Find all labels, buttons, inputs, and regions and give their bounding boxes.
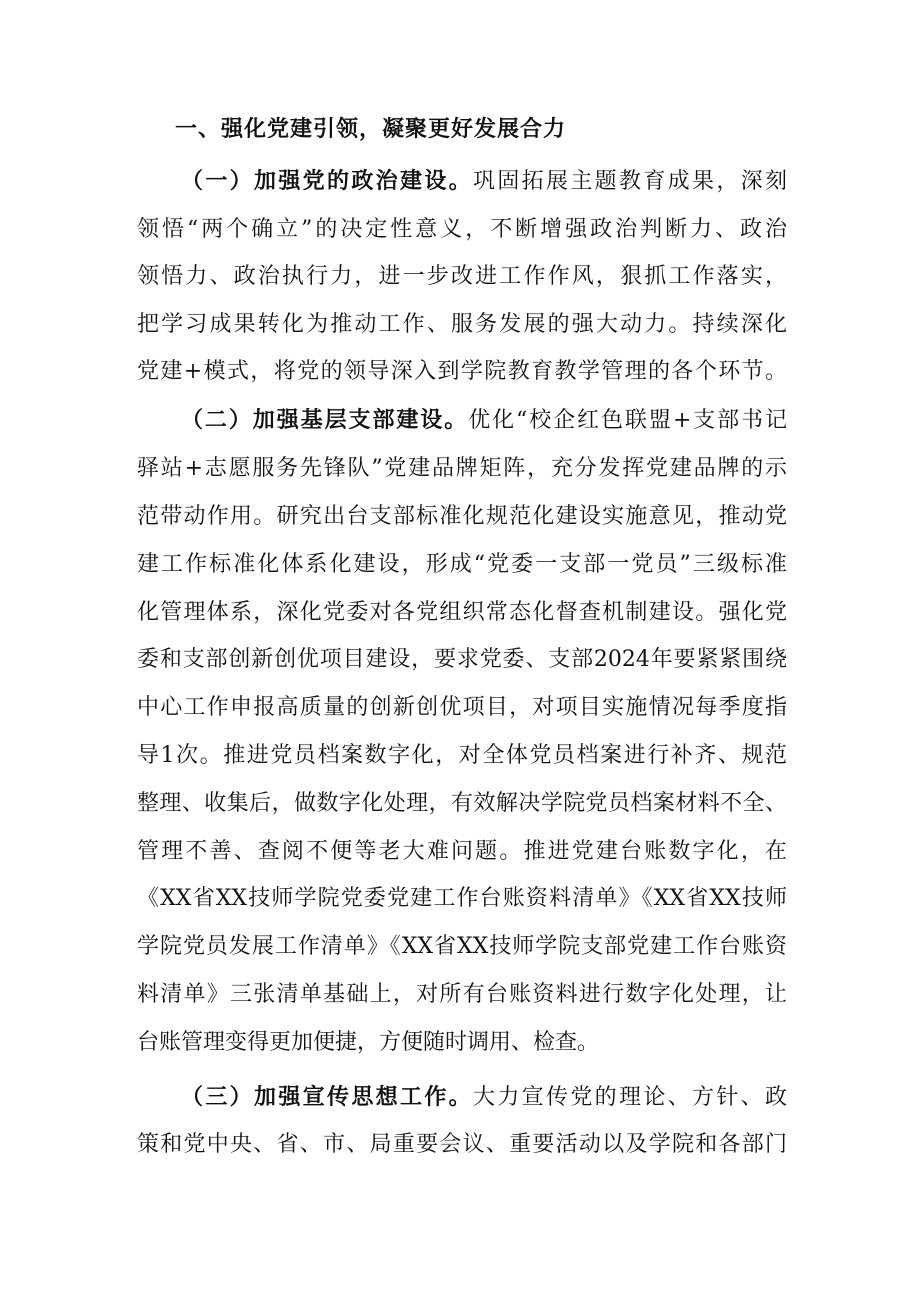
paragraph-2-line-6: 委和支部创新创优项目建设，要求党委、支部2024年要紧紧围绕	[137, 647, 787, 672]
paragraph-2-line-10: 管理不善、查阅不便等老大难问题。推进党建台账数字化，在	[137, 839, 787, 864]
paragraph-3-text: 大力宣传党的理论、方针、政	[473, 1085, 787, 1110]
paragraph-1-line-4: 把学习成果转化为推动工作、服务发展的强大动力。持续深化	[137, 312, 787, 337]
paragraph-1-text: 巩固拓展主题教育成果，深刻	[473, 169, 787, 194]
paragraph-2-line-8: 导1次。推进党员档案数字化，对全体党员档案进行补齐、规范	[137, 743, 787, 768]
paragraph-1-line-3: 领悟力、政治执行力，进一步改进工作作风，狠抓工作落实，	[137, 264, 787, 289]
paragraph-2-line-9: 整理、收集后，做数字化处理，有效解决学院党员档案材料不全、	[137, 791, 787, 816]
paragraph-2-line-2: 驿站+志愿服务先锋队”党建品牌矩阵，充分发挥党建品牌的示	[137, 456, 787, 481]
paragraph-2-line-14: 台账管理变得更加便捷，方便随时调用、检查。	[137, 1030, 600, 1055]
paragraph-2-line-12: 学院党员发展工作清单》《XX省XX技师学院支部党建工作台账资	[137, 934, 787, 959]
paragraph-1-line-5: 党建+模式，将党的领导深入到学院教育教学管理的各个环节。	[137, 359, 787, 384]
section-heading: 一、强化党建引领，凝聚更好发展合力	[175, 117, 567, 142]
paragraph-3-line-1	[181, 1083, 787, 1113]
paragraph-2-line-7: 中心工作申报高质量的创新创优项目，对项目实施情况每季度指	[137, 695, 787, 720]
paragraph-1-line-1	[181, 167, 787, 197]
paragraph-3-title: （三）加强宣传思想工作。	[181, 1085, 473, 1110]
paragraph-3-line-2: 策和党中央、省、市、局重要会议、重要活动以及学院和各部门	[137, 1132, 787, 1157]
paragraph-2-title: （二）加强基层支部建设。	[181, 408, 469, 433]
paragraph-2-line-5: 化管理体系，深化党委对各党组织常态化督查机制建设。强化党	[137, 600, 787, 625]
paragraph-2-text: 优化“校企红色联盟+支部书记	[468, 408, 787, 433]
paragraph-2-line-1	[181, 406, 787, 436]
paragraph-2-line-3: 范带动作用。研究出台支部标准化规范化建设实施意见，推动党	[137, 504, 787, 529]
paragraph-2-line-4: 建工作标准化体系化建设，形成“党委一支部一党员”三级标准	[137, 552, 787, 577]
paragraph-1-line-2: 领悟“两个确立”的决定性意义，不断增强政治判断力、政治	[137, 217, 787, 242]
paragraph-1-title: （一）加强党的政治建设。	[181, 169, 473, 194]
paragraph-2-line-11: 《XX省XX技师学院党委党建工作台账资料清单》《XX省XX技师	[137, 886, 787, 911]
paragraph-2-line-13: 料清单》三张清单基础上，对所有台账资料进行数字化处理，让	[137, 982, 787, 1007]
